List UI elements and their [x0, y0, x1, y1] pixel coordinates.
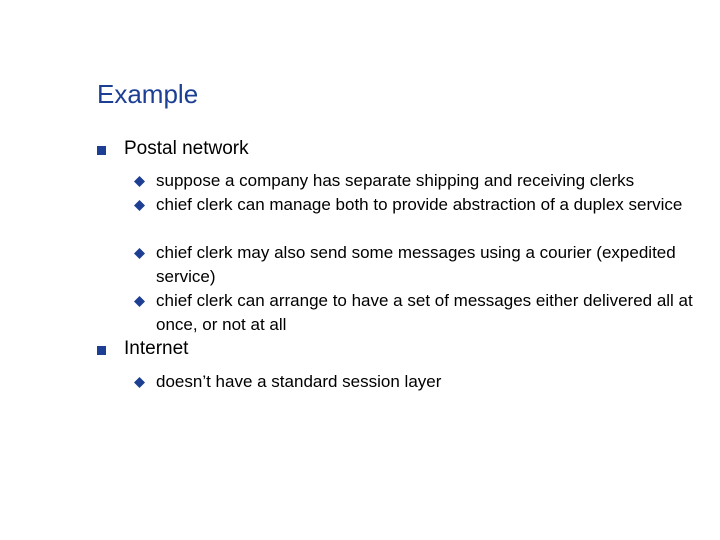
list-item: chief clerk can manage both to provide abstraction of a duplex service [156, 195, 683, 214]
diamond-bullet-icon [134, 248, 145, 259]
diamond-bullet-icon [134, 200, 145, 211]
square-bullet-icon [97, 146, 106, 155]
diamond-bullet-icon [134, 377, 145, 388]
diamond-bullet-icon [134, 296, 145, 307]
section-heading-internet: Internet [124, 338, 189, 359]
square-bullet-icon [97, 346, 106, 355]
list-item: suppose a company has separate shipping and receiving clerks [156, 171, 635, 190]
slide-title: Example [97, 79, 199, 109]
diamond-bullet-icon [134, 176, 145, 187]
list-item: chief clerk may also send some messages using a courier (expedited service) [156, 243, 676, 286]
list-item: chief clerk can arrange to have a set of messages either delivered all at once, or not at all [156, 291, 693, 334]
section-heading-postal-network: Postal network [124, 138, 249, 159]
list-item: doesn’t have a standard session layer [156, 372, 442, 391]
